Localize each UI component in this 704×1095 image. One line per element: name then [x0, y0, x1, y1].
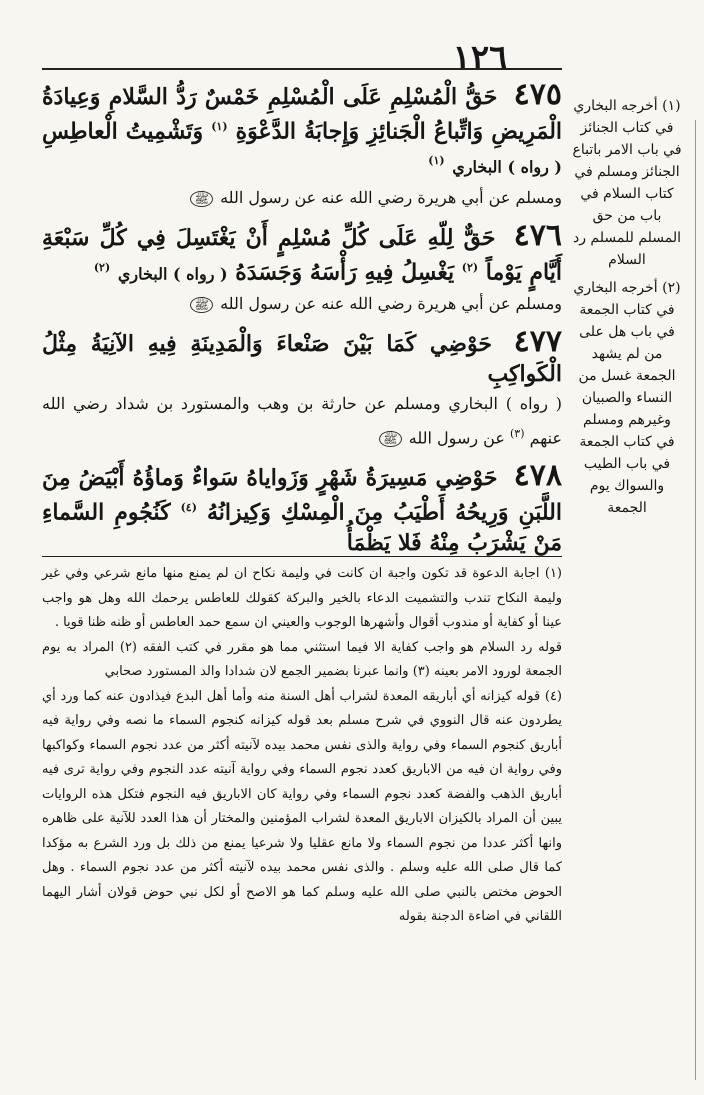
page-number: ١٢٦	[452, 38, 508, 78]
hadith-text: حَوْضِي مَسِيرَةُ شَهْرٍ وَزَواياهُ سَواءٌ وَماؤُهُ أَبْيَضُ مِنَ اللَّبَنِ وَرِيحُهُ أَطْيَبُ مِنَ الْمِسْكِ وَكِيزانُهُ	[42, 465, 562, 526]
hadith-number: ٤٧٧	[513, 323, 562, 359]
hadith-number: ٤٧٦	[513, 217, 562, 253]
hadith-text: حَقٌّ لِلّهِ عَلَى كُلِّ مُسْلِمٍ أَنْ يَغْتَسِلَ فِي كُلِّ سَبْعَةِ أَيَّامٍ يَوْماً	[42, 224, 562, 285]
hadith-reference: ( رواه ) البخاري ومسلم عن حارثة بن وهب والمستورد بن شداد رضي الله عنهم	[42, 393, 562, 448]
hadith-475	[42, 77, 563, 213]
salawat-seal: ﷺ	[190, 297, 213, 313]
hadith-477	[42, 323, 562, 453]
salawat-seal: ﷺ	[190, 191, 213, 207]
hadith-text: حَوْضِي كَمَا بَيْنَ صَنْعاءَ وَالْمَدِينَةِ فِيهِ الآنِيَةُ مِثْلُ الْكَواكِبِ	[42, 330, 562, 387]
footnote-marker: (٤)	[180, 501, 197, 515]
salawat-seal: ﷺ	[379, 431, 402, 447]
footnote-marker: (٢)	[93, 260, 111, 274]
footnote: (١) اجابة الدعوة قد تكون واجبة ان كانت في وليمة نكاح ان لم يمنع منها مانع شرعي وفي غير وليمة النكاح تندب والتشميت الدعاء بالخير والبركة كقولك للعاطس يرحمك الله وهل هو واجب عينا أو كفاية أو مندوب أقوال وأشهرها الوجوب والعيني ان سمع حمد العاطس أو ظنه ظنا قويا .	[42, 566, 562, 630]
margin-note: (٢) أخرجه البخاري في كتاب الجمعة في باب هل على من لم يشهد الجمعة غسل من النساء والصبيان وغيرهم ومسلم في كتاب الجمعة في باب الطيب والسواك يوم الجمعة	[573, 280, 681, 516]
hadith-text: حَقُّ الْمُسْلِمِ عَلَى الْمُسْلِمِ خَمْسٌ رَدُّ السَّلامِ وَعِيادَةُ الْمَرِيضِ وَاتِّباعُ الْجَنائِزِ وَإِجابَةُ الدَّعْوَةِ	[42, 84, 563, 145]
footnote: قوله رد السلام هو واجب كفاية الا فيما استثني مما هو مقرر في كتب الفقه (٢) المراد به يوم الجمعة لورود الامر بعينه (٣) وانما عبرنا بضمير الجمع لان شدادا والد المستورد صحابي	[42, 639, 562, 679]
hadith-reference-cont: ومسلم عن أبي هريرة رضي الله عنه عن رسول الله	[220, 187, 562, 207]
hadith-476	[42, 217, 562, 319]
footnote-marker: (٣)	[509, 426, 525, 440]
page-edge	[695, 120, 696, 1080]
footnote-divider	[42, 556, 562, 557]
top-rule	[42, 68, 562, 70]
footnote: (٤) قوله كيزانه أي أباريقه المعدة لشراب أهل السنة منه وأما أهل البدع فيذادون عنه كما ورد أي يطردون عنه قال النووي في شرح مسلم بعد قوله كيزانه كنجوم السماء ما نصه وفي رواية فيه أباريق كنجوم السماء وفي رواية والذى نفس محمد بيده لآنيته أكثر من عدد نجوم السماء وكواكبها وفي رواية ان فيه من الاباريق كعدد نجوم السماء وفي رواية آنيته عدد النجوم وفي رواية ترى فيه أباريق الذهب والفضة كعدد نجوم السماء وفي رواية كان الاباريق فيه النجوم فتكل هذه الروايات يبين أن المراد بالكيزان الاباريق المعدة لشراب المؤمنين والمختار أن هذا العدد للآنية على ظاهره وانها أكثر عددا من نجوم السماء ولا مانع عقليا ولا شرعيا يمنع من ذلك بل ورد الشرع به مؤكدا كما قال صلى الله عليه وسلم . والذى نفس محمد بيده لآنيته أكثر من عدد نجوم السماء . وهل الحوض مختص بالنبي صلى الله عليه وسلم كما هو الاصح أو لكل نبي حوض قولان أشار اليهما اللقاني في اضاءة الدجنة بقوله	[42, 688, 562, 924]
footnote-marker: (٢)	[461, 260, 479, 274]
hadith-text-cont: كَنُجُومِ السَّماءِ مَنْ يَشْرَبُ مِنْهُ فَلا يَظْمَأُ	[42, 499, 562, 556]
margin-note: (١) أخرجه البخاري في كتاب الجنائز في باب الامر باتباع الجنائز ومسلم في كتاب السلام في باب من حق المسلم للمسلم رد السلام	[572, 98, 682, 268]
hadith-number: ٤٧٨	[513, 458, 562, 494]
hadith-478	[42, 458, 562, 557]
hadith-text-cont: يَغْسِلُ فِيهِ رَأْسَهُ وَجَسَدَهُ	[235, 258, 455, 285]
hadith-reference-cont: عن رسول الله	[408, 428, 505, 448]
hadith-reference: ( رواه ) البخاري	[117, 263, 228, 283]
hadith-section	[42, 77, 563, 556]
hadith-number: ٤٧٥	[513, 77, 562, 112]
margin-notes	[572, 95, 682, 1095]
footnote-marker: (١)	[428, 154, 445, 168]
footnotes	[42, 562, 562, 1082]
footnote-marker: (١)	[211, 120, 228, 133]
hadith-reference: ( رواه ) البخاري	[452, 157, 562, 177]
hadith-reference-cont: ومسلم عن أبي هريرة رضي الله عنه عن رسول الله	[220, 293, 562, 313]
hadith-text-cont: وَتَشْمِيتُ الْعاطِسِ	[42, 118, 204, 145]
